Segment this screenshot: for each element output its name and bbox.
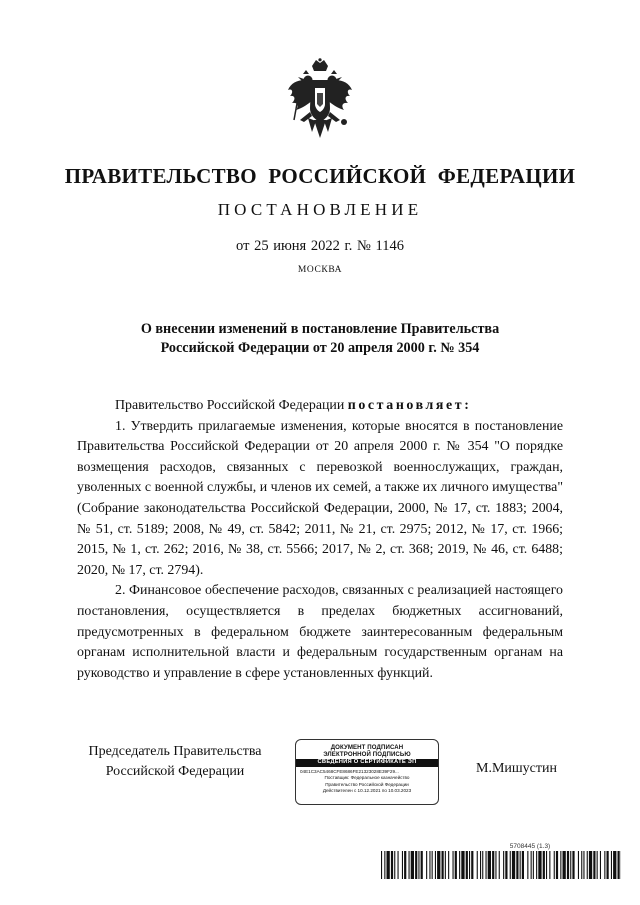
- barcode-icon: [381, 851, 621, 879]
- electronic-signature-stamp: [295, 739, 439, 805]
- stamp-certificate-header: СВЕДЕНИЯ О СЕРТИФИКАТЕ ЭП: [296, 759, 438, 767]
- heading-line-2: Российской Федерации от 20 апреля 2000 г. № 354: [160, 340, 480, 356]
- stamp-issuer-2: Правительство Российской Федерации: [325, 781, 409, 787]
- intro-paragraph: [77, 396, 563, 417]
- stamp-validity: Действителен с 10.12.2021 по 10.03.2023: [322, 788, 412, 794]
- signer-position-line-1: Председатель Правительства: [88, 744, 262, 759]
- government-title: ПРАВИТЕЛЬСТВО РОССИЙСКОЙ ФЕДЕРАЦИИ: [64, 164, 576, 188]
- intro-resolves: постановляет:: [347, 398, 472, 413]
- coat-of-arms-icon: [286, 58, 354, 148]
- stamp-issuer-1: Поставщик: Федеральное казначейство: [324, 775, 410, 781]
- signer-name: М.Мишустин: [476, 761, 557, 776]
- decree-body: [77, 396, 563, 684]
- intro-text: Правительство Российской Федерации: [115, 398, 348, 413]
- decree-heading: [0, 320, 640, 358]
- stamp-title-line-1: ДОКУМЕНТ ПОДПИСАН: [330, 744, 404, 751]
- signer-position-line-2: Российской Федерации: [105, 764, 245, 779]
- paragraph-1: 1. Утвердить прилагаемые изменения, которые вносятся в постановление Правительства Российской Федерации от 20 апреля 2000 г. № 354 "О порядке возмещения расходов, связанных с перевозкой военнослужащих, граждан, уволенных с военной службы, и членов их семей, а также их личного имущества" (Собрание законодательства Российской Федерации, 2000, № 17, ст. 1883; 2004, № 51, ст. 5189; 2008, № 49, ст. 5842; 2011, № 21, ст. 2975; 2012, № 17, ст. 1966; 2015, № 1, ст. 262; 2016, № 38, ст. 5566; 2017, № 2, ст. 368; 2019, № 46, ст. 6488; 2020, № 17, ст. 2794).: [77, 418, 563, 578]
- paragraph-2: 2. Финансовое обеспечение расходов, связанных с реализацией настоящего постановления, осуществляется в пределах бюджетных ассигнований, предусмотренных в федеральном бюджете заинтересованным федеральным органам исполнительной власти и федеральным государственным органам на руководство и управление в сфере установленных функций.: [77, 583, 563, 681]
- signer-position: [70, 742, 280, 782]
- document-type: ПОСТАНОВЛЕНИЕ: [217, 200, 423, 219]
- stamp-title-line-2: ЭЛЕКТРОННОЙ ПОДПИСЬЮ: [323, 751, 411, 759]
- stamp-serial: 04E1C3AC5468CFE8686FE21323028E39F29...: [300, 768, 399, 774]
- heading-line-1: О внесении изменений в постановление Правительства: [140, 321, 500, 337]
- city-name: МОСКВА: [297, 265, 343, 275]
- decree-date-number: от 25 июня 2022 г. № 1146: [236, 238, 404, 254]
- stamp-title: [296, 744, 438, 758]
- document-code: 5708445 (1.3): [509, 843, 551, 850]
